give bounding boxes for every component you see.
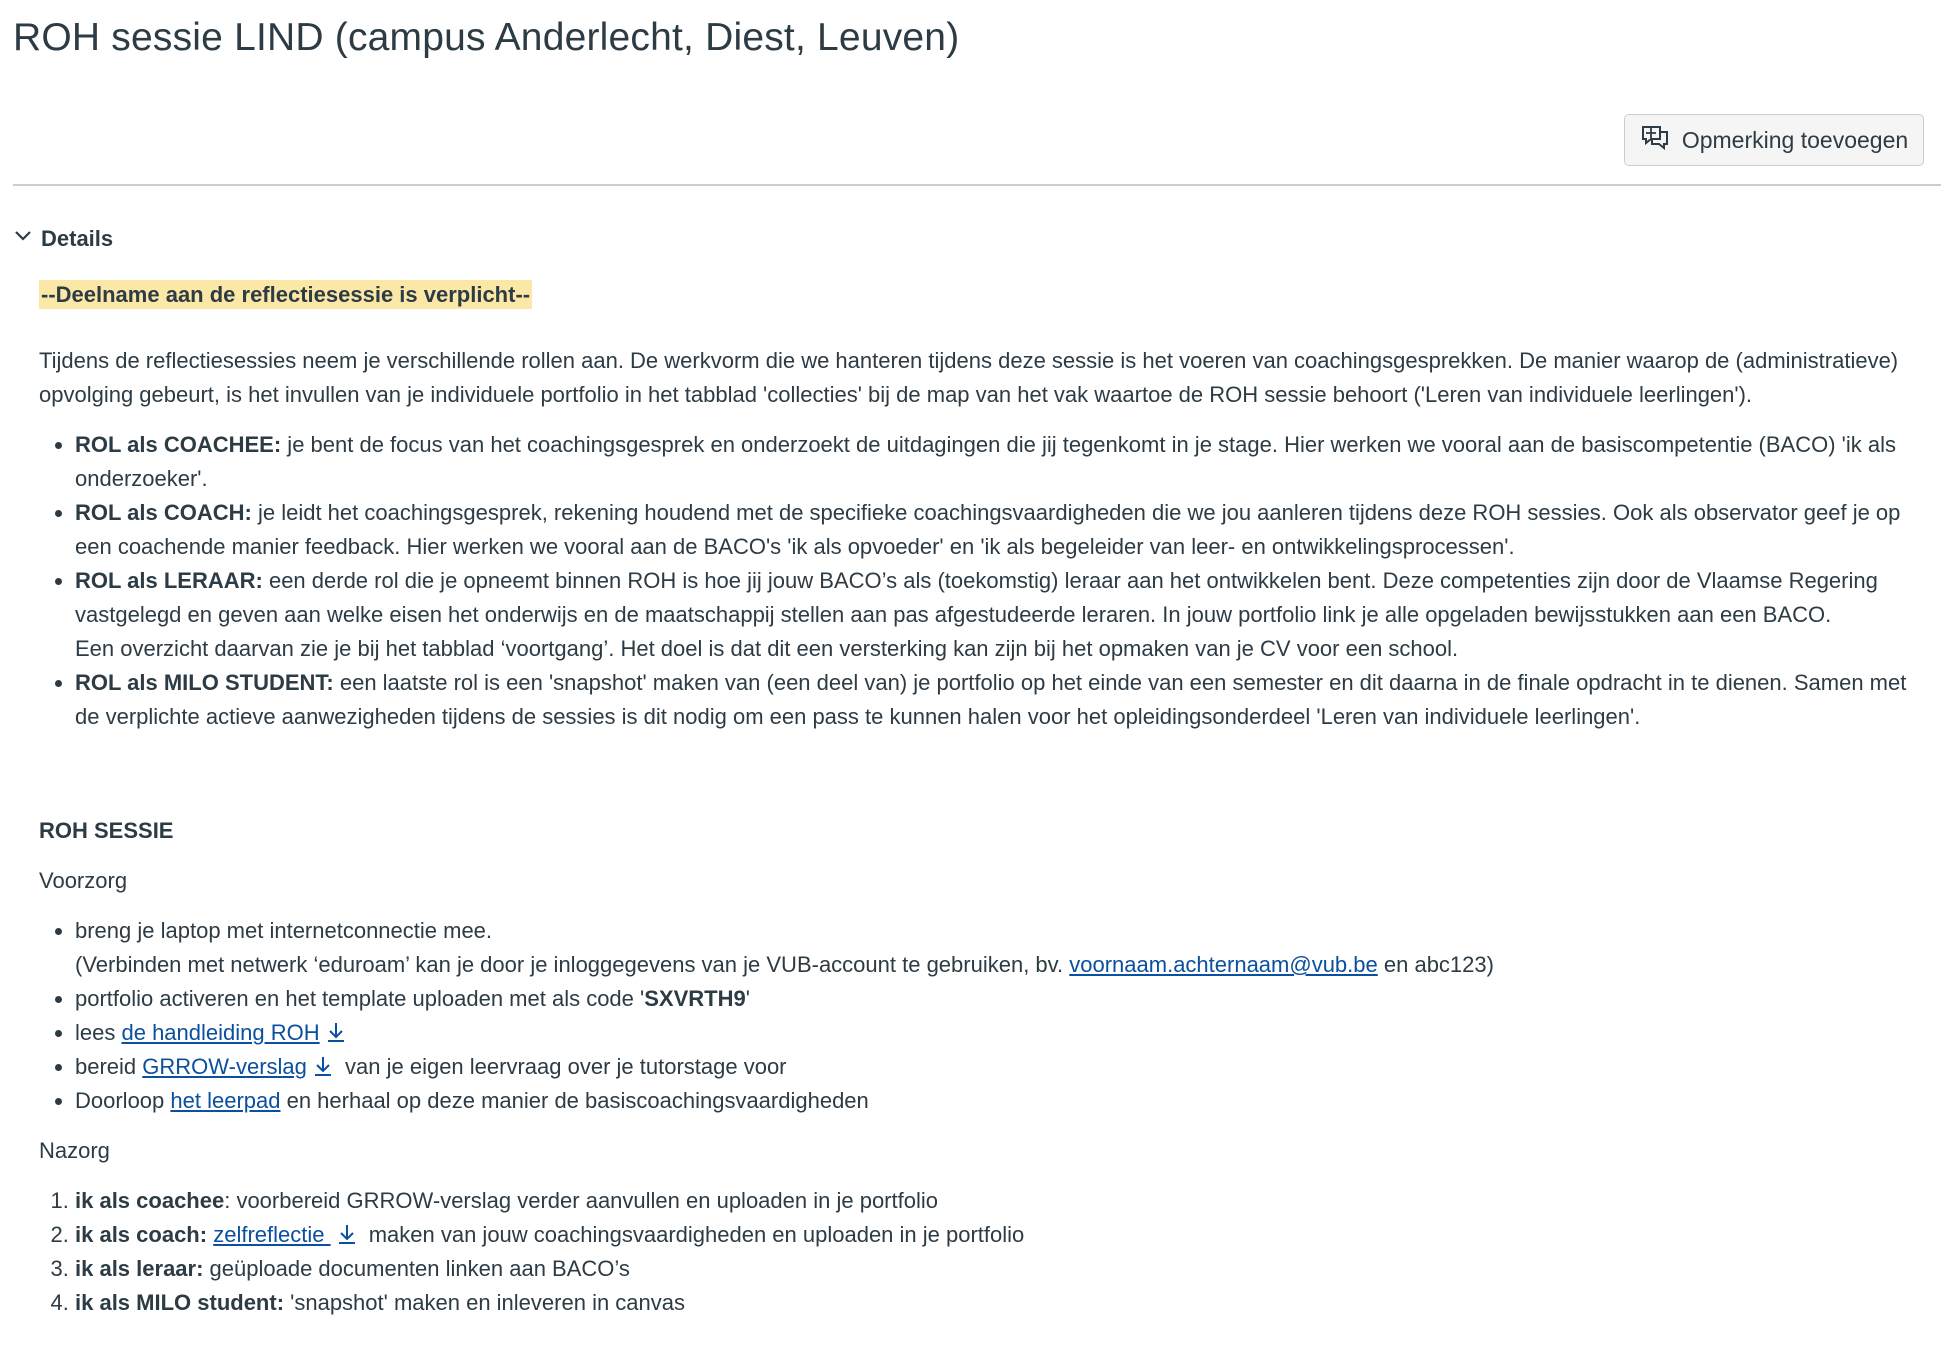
voorzorg-item4-pre: bereid <box>75 1054 143 1079</box>
list-item <box>75 666 1929 734</box>
nazorg-item1-text: : voorbereid GRROW-verslag verder aanvullen en uploaden in je portfolio <box>224 1188 938 1213</box>
email-link[interactable]: voornaam.achternaam@vub.be <box>1069 952 1378 977</box>
list-item <box>75 1286 1929 1320</box>
roles-list <box>39 428 1929 734</box>
list-item <box>75 982 1929 1016</box>
chevron-down-icon <box>13 226 33 252</box>
intro-paragraph: Tijdens de reflectiesessies neem je verschillende rollen aan. De werkvorm die we hanteren tijdens deze sessie is het voeren van coachingsgesprekken. De manier waarop de (administratieve) opvolging gebeurt, is het invullen van je individuele portfolio in het tabblad 'collecties' bij de map van het vak waartoe de ROH sessie behoort ('Leren van individuele leerlingen'). <box>39 348 1899 407</box>
voorzorg-item2-post: ' <box>745 986 750 1011</box>
comment-add-icon <box>1640 122 1670 158</box>
voorzorg-item5-pre: Doorloop <box>75 1088 171 1113</box>
divider <box>13 184 1941 186</box>
voorzorg-item3-pre: lees <box>75 1020 122 1045</box>
handleiding-link[interactable]: de handleiding ROH <box>121 1020 320 1045</box>
list-item <box>75 1084 1929 1118</box>
role-text: een derde rol die je opneemt binnen ROH is hoe jij jouw BACO’s als (toekomstig) leraar aan het ontwikkelen bent. Deze competenties zijn door de Vlaamse Regering vastgelegd en geven aan welke eisen het onderwijs en de maatschappij stellen aan pas afgestudeerde leraren. In jouw portfolio link je alle opgeladen bewijsstukken aan een BACO. <box>75 568 1878 627</box>
list-item <box>75 496 1929 564</box>
details-content <box>39 278 1929 1320</box>
voorzorg-item5-post: en herhaal op deze manier de basiscoachingsvaardigheden <box>280 1088 869 1113</box>
zelfreflectie-link[interactable]: zelfreflectie <box>213 1222 331 1247</box>
page-title: ROH sessie LIND (campus Anderlecht, Diest, Leuven) <box>13 16 960 59</box>
list-item <box>75 1252 1929 1286</box>
voorzorg-item4-post: van je eigen leervraag over je tutorstage voor <box>338 1054 787 1079</box>
add-comment-label: Opmerking toevoegen <box>1681 126 1909 153</box>
list-item <box>75 1184 1929 1218</box>
attendance-warning: --Deelname aan de reflectiesessie is verplicht-- <box>41 282 531 307</box>
voorzorg-heading: Voorzorg <box>39 868 128 893</box>
role-text: een laatste rol is een 'snapshot' maken van (een deel van) je portfolio op het einde van een semester en dit daarna in de finale opdracht in te dienen. Samen met de verplichte actieve aanwezigheden tijdens de sessies is dit nodig om een pass te kunnen halen voor het opleidingsonderdeel 'Leren van individuele leerlingen'. <box>75 670 1907 729</box>
role-label: ROL als MILO STUDENT: <box>75 670 334 695</box>
nazorg-list <box>39 1184 1929 1320</box>
list-item <box>75 1218 1929 1252</box>
role-extra-text: Een overzicht daarvan zie je bij het tabblad ‘voortgang’. Het doel is dat dit een versterking kan zijn bij het opmaken van je CV voor een school. <box>75 636 1459 661</box>
voorzorg-item1-line2-pre: (Verbinden met netwerk ‘eduroam’ kan je door je inloggegevens van je VUB-account te gebruiken, bv. <box>75 952 1070 977</box>
voorzorg-item2-pre: portfolio activeren en het template uploaden met als code ' <box>75 986 645 1011</box>
nazorg-item4-text: 'snapshot' maken en inleveren in canvas <box>284 1290 686 1315</box>
session-heading: ROH SESSIE <box>39 818 174 843</box>
voorzorg-item1-line2-post: en abc123) <box>1377 952 1494 977</box>
details-label: Details <box>41 226 114 251</box>
role-label: ROL als COACH: <box>75 500 252 525</box>
add-comment-button[interactable] <box>1624 114 1924 166</box>
list-item <box>75 1050 1929 1084</box>
template-code: SXVRTH9 <box>644 986 746 1011</box>
details-toggle[interactable] <box>13 226 113 252</box>
leerpad-link[interactable]: het leerpad <box>170 1088 281 1113</box>
spacer <box>39 734 1929 814</box>
warning-paragraph <box>39 278 1929 312</box>
nazorg-item1-label: ik als coachee <box>75 1188 225 1213</box>
list-item <box>75 564 1929 666</box>
role-label: ROL als COACHEE: <box>75 432 282 457</box>
download-icon[interactable] <box>311 1054 335 1078</box>
role-label: ROL als LERAAR: <box>75 568 263 593</box>
voorzorg-item1-line1: breng je laptop met internetconnectie mee. <box>75 918 493 943</box>
nazorg-item2-text: maken van jouw coachingsvaardigheden en uploaden in je portfolio <box>362 1222 1025 1247</box>
voorzorg-list <box>39 914 1929 1118</box>
list-item <box>75 1016 1929 1050</box>
list-item <box>75 428 1929 496</box>
nazorg-heading: Nazorg <box>39 1138 110 1163</box>
nazorg-item2-label: ik als coach: <box>75 1222 208 1247</box>
grrow-verslag-link[interactable]: GRROW-verslag <box>142 1054 307 1079</box>
nazorg-item3-text: geüploade documenten linken aan BACO’s <box>203 1256 630 1281</box>
nazorg-item4-label: ik als MILO student: <box>75 1290 285 1315</box>
role-text: je leidt het coachingsgesprek, rekening houdend met de specifieke coachingsvaardigheden die we jou aanleren tijdens deze ROH sessies. Ook als observator geef je op een coachende manier feedback. Hier werken we vooral aan de BACO's 'ik als opvoeder' en 'ik als begeleider van leer- en ontwikkelingsprocessen'. <box>75 500 1901 559</box>
download-icon[interactable] <box>324 1020 348 1044</box>
list-item <box>75 914 1929 982</box>
download-icon[interactable] <box>335 1222 359 1246</box>
nazorg-item3-label: ik als leraar: <box>75 1256 204 1281</box>
role-text: je bent de focus van het coachingsgesprek en onderzoekt de uitdagingen die jij tegenkomt in je stage. Hier werken we vooral aan de basiscompetentie (BACO) 'ik als onderzoeker'. <box>75 432 1896 491</box>
